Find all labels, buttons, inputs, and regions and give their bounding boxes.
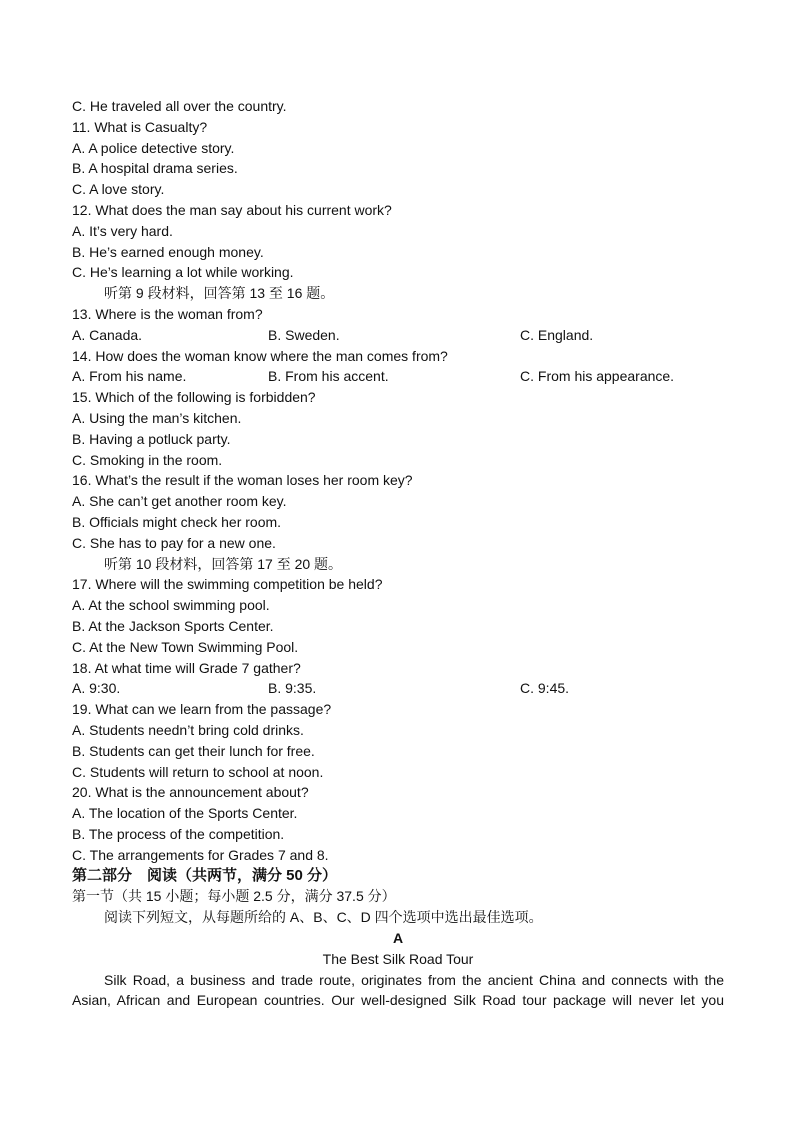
passage-paragraph-line-2: Asian, African and European countries. Our well-designed Silk Road tour package will never let you <box>72 992 724 1009</box>
section-one-title: 第一节（共 15 小题；每小题 2.5 分，满分 37.5 分） <box>72 888 396 905</box>
q17-option-a: A. At the school swimming pool. <box>72 597 270 614</box>
q15-option-c: C. Smoking in the room. <box>72 451 223 468</box>
q14-question: 14. How does the woman know where the man comes from? <box>72 347 448 364</box>
part-two-title: 第二部分 阅读（共两节，满分 50 分） <box>72 867 338 885</box>
q17-option-b: B. At the Jackson Sports Center. <box>72 617 274 634</box>
q14-option-c: C. From his appearance. <box>520 368 675 385</box>
page-content <box>72 96 724 1011</box>
q11-option-c: C. A love story. <box>72 181 165 198</box>
q20-question: 20. What is the announcement about? <box>72 784 309 801</box>
q13-option-c: C. England. <box>520 326 594 343</box>
q11-option-a: A. A police detective story. <box>72 139 235 156</box>
q18-question: 18. At what time will Grade 7 gather? <box>72 659 301 676</box>
q12-question: 12. What does the man say about his current work? <box>72 201 392 218</box>
q16-question: 16. What’s the result if the woman loses her room key? <box>72 472 413 489</box>
reading-instruction: 阅读下列短文，从每题所给的 A、B、C、D 四个选项中选出最佳选项。 <box>104 909 543 926</box>
q11-question: 11. What is Casualty? <box>72 118 208 135</box>
q19-option-c: C. Students will return to school at noon. <box>72 763 324 780</box>
q12-option-a: A. It’s very hard. <box>72 222 173 239</box>
q18-option-b: B. 9:35. <box>268 680 317 697</box>
q17-option-c: C. At the New Town Swimming Pool. <box>72 638 299 655</box>
q15-option-a: A. Using the man’s kitchen. <box>72 409 242 426</box>
passage-paragraph-line-1: Silk Road, a business and trade route, originates from the ancient China and connects with the <box>104 971 724 988</box>
q18-option-c: C. 9:45. <box>520 680 570 697</box>
q20-option-c: C. The arrangements for Grades 7 and 8. <box>72 846 329 863</box>
q14-option-a: A. From his name. <box>72 368 187 385</box>
passage-9-instruction: 听第 9 段材料，回答第 13 至 16 题。 <box>104 285 335 302</box>
q16-option-b: B. Officials might check her room. <box>72 513 282 530</box>
q20-option-b: B. The process of the competition. <box>72 825 285 842</box>
q20-option-a: A. The location of the Sports Center. <box>72 805 298 822</box>
passage-title: The Best Silk Road Tour <box>322 950 474 967</box>
q15-question: 15. Which of the following is forbidden? <box>72 389 316 406</box>
q13-option-b: B. Sweden. <box>268 326 340 343</box>
q19-option-a: A. Students needn’t bring cold drinks. <box>72 721 304 738</box>
q12-option-b: B. He’s earned enough money. <box>72 243 264 260</box>
q19-option-b: B. Students can get their lunch for free. <box>72 742 315 759</box>
q13-options <box>72 325 724 346</box>
q16-option-a: A. She can’t get another room key. <box>72 493 287 510</box>
q19-question: 19. What can we learn from the passage? <box>72 701 332 718</box>
passage-label: A <box>392 930 404 947</box>
q13-question: 13. Where is the woman from? <box>72 305 263 322</box>
q13-option-a: A. Canada. <box>72 326 143 343</box>
q18-options <box>72 678 724 699</box>
passage-10-instruction: 听第 10 段材料，回答第 17 至 20 题。 <box>104 555 343 572</box>
q11-option-b: B. A hospital drama series. <box>72 160 238 177</box>
q14-options <box>72 366 724 387</box>
q18-option-a: A. 9:30. <box>72 680 121 697</box>
q15-option-b: B. Having a potluck party. <box>72 430 231 447</box>
q17-question: 17. Where will the swimming competition be held? <box>72 576 383 593</box>
q16-option-c: C. She has to pay for a new one. <box>72 534 276 551</box>
q10-option-c: C. He traveled all over the country. <box>72 98 287 114</box>
q12-option-c: C. He’s learning a lot while working. <box>72 264 294 281</box>
q14-option-b: B. From his accent. <box>268 368 389 385</box>
